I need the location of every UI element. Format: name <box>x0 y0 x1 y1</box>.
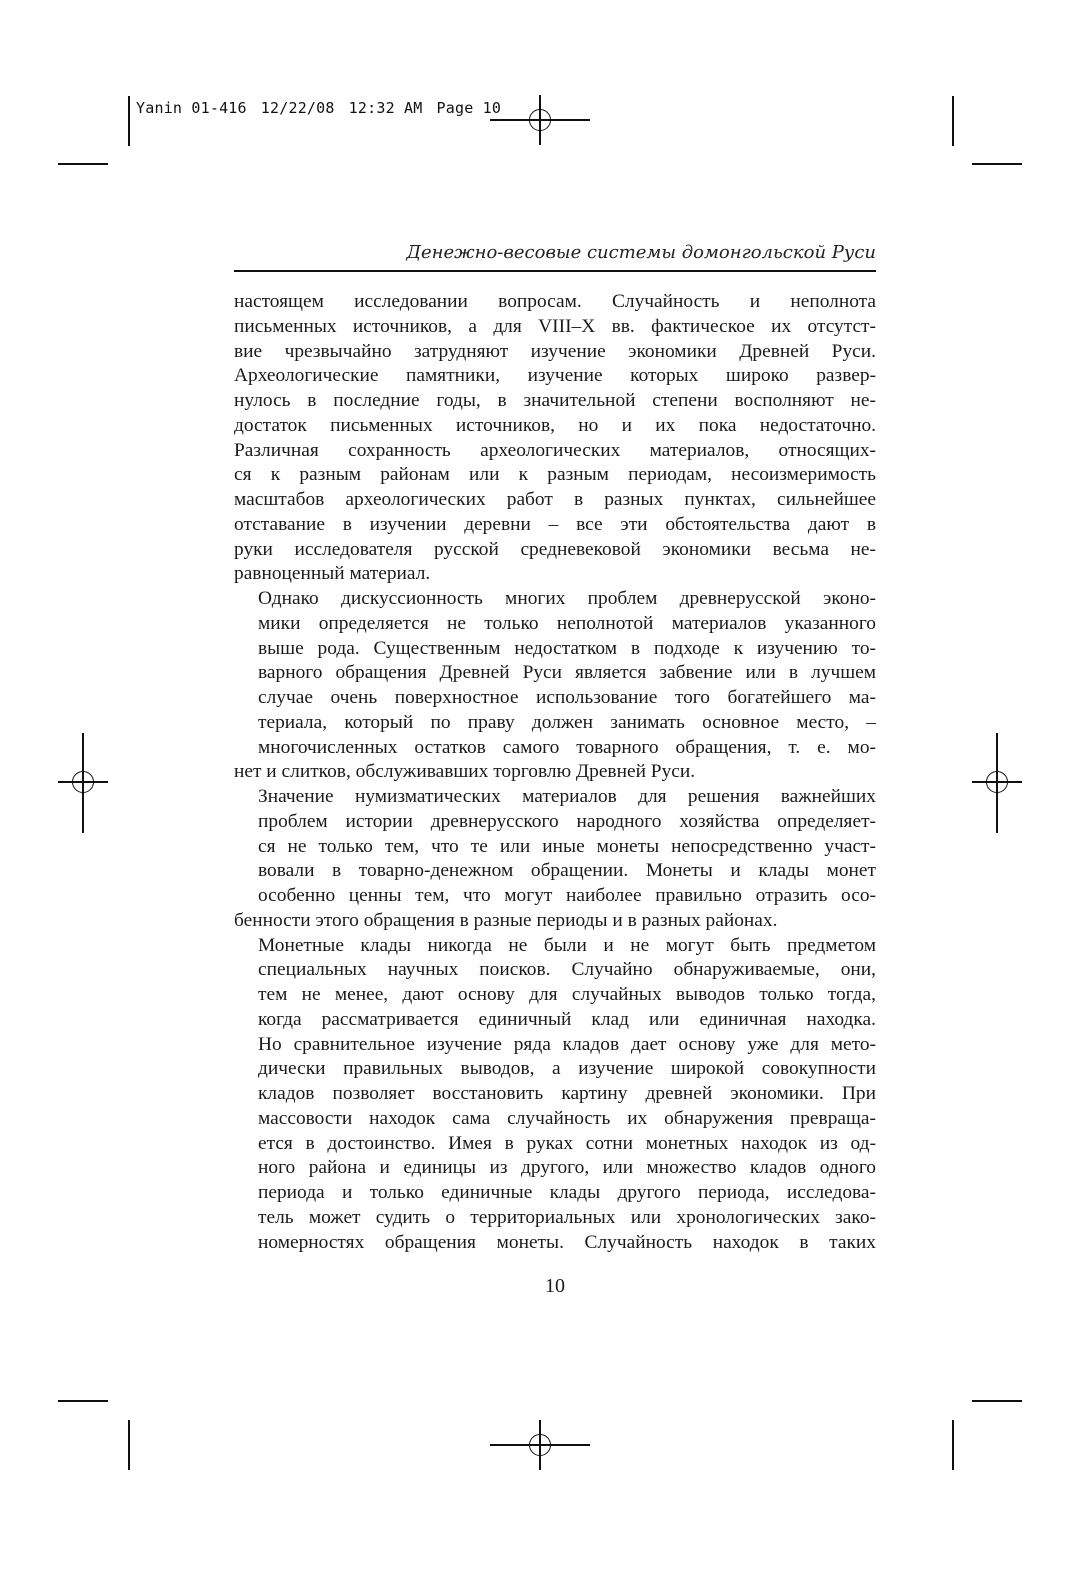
line: периода и только единичные клады другого периода, исследова- <box>258 1182 876 1203</box>
crop-mark-top-right-vertical <box>952 96 954 146</box>
line: тем не менее, дают основу для случайных выводов только тогда, <box>258 984 876 1005</box>
crop-mark-bottom-right-horizontal <box>972 1400 1022 1402</box>
crop-mark-bottom-right-vertical <box>952 1420 954 1470</box>
slug-time: 12:32 AM <box>348 99 423 117</box>
line: многочисленных остатков самого товарного обращения, т. е. мо- <box>258 736 876 758</box>
registration-mark-bottom-circle <box>529 1434 551 1456</box>
line: особенно ценны тем, что могут наиболее правильно отразить осо- <box>258 885 876 906</box>
line: равноценный материал. <box>234 563 431 585</box>
line: мики определяется не только неполнотой материалов указанного <box>258 612 876 634</box>
registration-mark-top-circle <box>529 109 551 131</box>
line: случае очень поверхностное использование того богатейшего ма- <box>258 687 876 708</box>
line: специальных научных поисков. Случайно обнаруживаемые, они, <box>258 959 876 981</box>
line: массовости находок сама случайность их обнаружения превраща- <box>258 1107 876 1129</box>
line: Археологические памятники, изучение которых широко развер- <box>234 365 876 387</box>
line: варного обращения Древней Руси является забвение или в лучшем <box>258 662 876 684</box>
crop-mark-bottom-left-horizontal <box>58 1400 108 1402</box>
paragraph-1 <box>234 290 876 562</box>
line: отставание в изучении деревни – все эти обстоятельства дают в <box>234 513 876 535</box>
running-head-rule <box>234 270 876 272</box>
line: дически правильных выводов, а изучение широкой совокупности <box>258 1058 876 1080</box>
crop-mark-top-left-horizontal <box>58 163 108 165</box>
paragraph-1-end <box>234 562 876 587</box>
line: Монетные клады никогда не были и не могут быть предметом <box>258 934 876 956</box>
line: Однако дискуссионность многих проблем древнерусской эконо- <box>258 588 876 609</box>
line: достаток письменных источников, но и их пока недостаточно. <box>234 414 876 436</box>
registration-mark-left-circle <box>72 771 94 793</box>
line: ного района и единицы из другого, или множество кладов одного <box>258 1157 876 1179</box>
line: тель может судить о территориальных или хронологических зако- <box>258 1206 876 1228</box>
line: вовали в товарно-денежном обращении. Монеты и клады монет <box>258 860 876 882</box>
paragraph-2 <box>234 587 876 760</box>
crop-mark-top-right-horizontal <box>972 163 1022 165</box>
line: Различная сохранность археологических материалов, относящих- <box>234 439 876 461</box>
page-number: 10 <box>545 1275 565 1297</box>
line: Но сравнительное изучение ряда кладов дает основу уже для мето- <box>258 1033 876 1055</box>
paragraph-4 <box>234 934 876 1256</box>
paragraph-3-end <box>234 909 876 934</box>
printer-slug <box>136 99 515 117</box>
line: Значение нумизматических материалов для решения важнейших <box>258 786 876 807</box>
line: ся не только тем, что те или иные монеты непосредственно участ- <box>258 835 876 857</box>
line: кладов позволяет восстановить картину древней экономики. При <box>258 1083 876 1104</box>
slug-page-label: Page 10 <box>436 99 502 117</box>
running-head: Денежно-весовые системы домонгольской Руси <box>406 242 876 263</box>
line: письменных источников, а для VIII–X вв. фактическое их отсутст- <box>234 315 876 337</box>
paragraph-3 <box>234 785 876 909</box>
line: нет и слитков, обслуживавших торговлю Древней Руси. <box>234 761 696 783</box>
line: выше рода. Существенным недостатком в подходе к изучению то- <box>258 637 876 659</box>
paragraph-2-end <box>234 760 876 785</box>
slug-date: 12/22/08 <box>260 99 335 117</box>
line: когда рассматривается единичный клад или единичная находка. <box>258 1008 876 1030</box>
slug-filename: Yanin 01-416 <box>136 99 247 117</box>
line: вие чрезвычайно затрудняют изучение экономики Древней Руси. <box>234 340 876 362</box>
line: нулось в последние годы, в значительной степени восполняют не- <box>234 390 876 411</box>
line: проблем истории древнерусского народного хозяйства определяет- <box>258 810 876 832</box>
line: руки исследователя русской средневековой экономики весьма не- <box>234 538 876 560</box>
line: ся к разным районам или к разным периодам, несоизмеримость <box>234 464 876 486</box>
registration-mark-right-circle <box>986 771 1008 793</box>
line: масштабов археологических работ в разных пунктах, сильнейшее <box>234 489 876 510</box>
body-text <box>234 290 876 1255</box>
line: ется в достоинство. Имея в руках сотни монетных находок из од- <box>258 1132 876 1154</box>
crop-mark-top-left-vertical <box>128 96 130 146</box>
line: териала, который по праву должен занимать основное место, – <box>258 711 876 733</box>
line: номерностях обращения монеты. Случайность находок в таких <box>258 1231 876 1253</box>
crop-mark-bottom-left-vertical <box>128 1420 130 1470</box>
line: настоящем исследовании вопросам. Случайность и неполнота <box>234 291 876 312</box>
line: бенности этого обращения в разные периоды и в разных районах. <box>234 909 778 931</box>
